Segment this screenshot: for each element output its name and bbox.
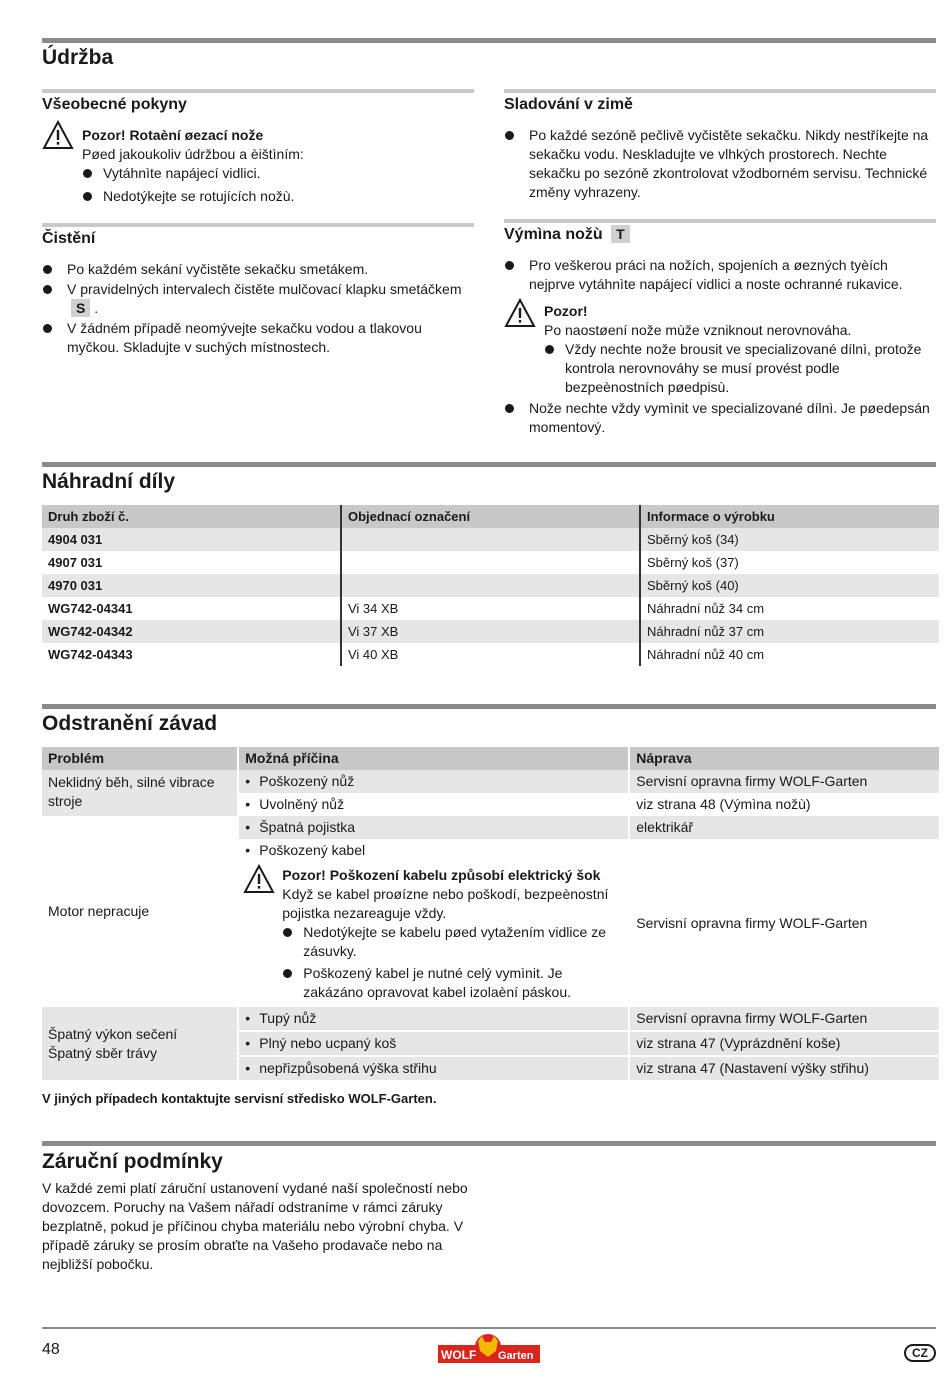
table-row xyxy=(42,597,939,620)
list-item: Nože nechte vždy vymìnit ve specializované dílnì. Je pøedepsán momentový. xyxy=(504,399,936,437)
blades-warning xyxy=(544,302,936,340)
cause-cell xyxy=(238,1031,629,1056)
remedy-cell: viz strana 47 (Nastavení výšky střihu) xyxy=(629,1056,939,1080)
section-title-troubleshooting: Odstranění závad xyxy=(42,712,218,735)
blades-bullets-bottom xyxy=(504,399,936,438)
cleaning-bullets xyxy=(42,260,472,358)
list-item: Nedotýkejte se kabelu pøed vytažením vidlice ze zásuvky. xyxy=(282,923,622,961)
cause-cell xyxy=(238,770,629,793)
table-row xyxy=(42,574,939,597)
cause-text: Plný nebo ucpaný koš xyxy=(259,1035,397,1051)
subsection-title-general: Všeobecné pokyny xyxy=(42,96,187,113)
section-rule-warranty xyxy=(42,1141,936,1146)
cable-warning-bullets xyxy=(282,923,622,1002)
general-warning-title: Pozor! Rotaèní øezací nože xyxy=(82,127,264,143)
list-item xyxy=(42,280,472,318)
logo-text-left: WOLF xyxy=(441,1348,477,1362)
column-header: Náprava xyxy=(629,747,939,770)
winter-bullets xyxy=(504,126,936,203)
table-header-row xyxy=(42,747,939,770)
cause-text: nepřizpůsobená výška střihu xyxy=(259,1060,437,1076)
general-warning xyxy=(82,126,472,164)
table-cell: 4907 031 xyxy=(42,551,341,574)
problem-cell: Neklidný běh, silné vibrace stroje xyxy=(42,770,238,816)
table-row xyxy=(42,1007,939,1031)
bullet-glyph: • xyxy=(245,819,251,835)
table-header-row xyxy=(42,505,939,528)
subsection-rule-blades xyxy=(504,219,936,223)
subsection-rule-winter xyxy=(504,89,936,93)
table-cell: Náhradní nůž 40 cm xyxy=(640,643,939,666)
remedy-cell: Servisní opravna firmy WOLF-Garten xyxy=(629,839,939,1007)
problem-cell: Motor nepracuje xyxy=(42,816,238,1007)
bullet-glyph: • xyxy=(245,1035,251,1051)
list-item: Nedotýkejte se rotujících nožù. xyxy=(82,187,472,206)
key-suffix: . xyxy=(94,300,99,316)
table-cell: 4904 031 xyxy=(42,528,341,551)
warning-triangle-icon xyxy=(243,864,275,894)
bullet-glyph: • xyxy=(245,773,251,789)
table-cell: WG742-04343 xyxy=(42,643,341,666)
blades-warning-text: Po naostøení nože mùže vzniknout nerovnováha. xyxy=(544,322,852,338)
list-item: Po každé sezóně pečlivě vyčistěte sekačku. Nikdy nestříkejte na sekačku vodu. Neskladujte ve vlhkých prostorech. Nechte sekačku po sezóně zkontrolovat vžodborném servisu. Technické změny vyhrazeny. xyxy=(504,126,936,202)
remedy-cell: viz strana 48 (Výmìna nožù) xyxy=(629,793,939,816)
page-number: 48 xyxy=(42,1341,60,1358)
table-cell: Vi 40 XB xyxy=(341,643,640,666)
section-title-spare-parts: Náhradní díly xyxy=(42,470,176,493)
table-cell: WG742-04341 xyxy=(42,597,341,620)
blades-bullets-top xyxy=(504,256,936,295)
cause-cell xyxy=(238,1007,629,1031)
table-row xyxy=(42,643,939,666)
cable-warning-title: Pozor! Poškození kabelu způsobí elektrický šok xyxy=(282,867,601,883)
general-bullets xyxy=(82,164,472,207)
column-header: Druh zboží č. xyxy=(42,505,341,528)
spare-parts-table xyxy=(42,505,939,666)
cause-text: Poškozený kabel xyxy=(259,842,366,858)
column-header: Informace o výrobku xyxy=(640,505,939,528)
cause-cell xyxy=(238,816,629,839)
cause-text: Poškozený nůž xyxy=(259,773,355,789)
table-cell: Náhradní nůž 37 cm xyxy=(640,620,939,643)
table-cell: Vi 34 XB xyxy=(341,597,640,620)
column-header: Možná příčina xyxy=(238,747,629,770)
subsection-title-cleaning: Čistění xyxy=(42,230,96,247)
section-title-udrzba: Údržba xyxy=(42,46,114,69)
list-item: Vytáhnìte napájecí vidlici. xyxy=(82,164,472,183)
blades-warning-bullets xyxy=(544,340,936,398)
table-cell: Sběrný koš (40) xyxy=(640,574,939,597)
section-rule-troubleshooting xyxy=(42,704,936,709)
key-label-s: S xyxy=(71,299,90,317)
key-label-t: T xyxy=(611,225,630,243)
list-item: Poškozený kabel je nutné celý vymìnit. Je zakázáno opravovat kabel izolaèní páskou. xyxy=(282,964,622,1002)
problem-line: Špatný výkon sečení xyxy=(48,1025,178,1042)
list-item: Pro veškerou práci na nožích, spojeních a øezných tyèích nejprve vytáhnìte napájecí vidlici a noste ochranné rukavice. xyxy=(504,256,936,294)
country-badge: CZ xyxy=(904,1344,936,1362)
table-cell: Sběrný koš (37) xyxy=(640,551,939,574)
list-item: V žádném případě neomývejte sekačku vodou a tlakovou myčkou. Skladujte v suchých místnostech. xyxy=(42,319,472,357)
section-title-warranty: Záruční podmínky xyxy=(42,1150,223,1173)
remedy-cell: elektrikář xyxy=(629,816,939,839)
remedy-cell: Servisní opravna firmy WOLF-Garten xyxy=(629,1007,939,1031)
table-cell: Sběrný koš (34) xyxy=(640,528,939,551)
problem-line: Špatný sběr trávy xyxy=(48,1044,157,1061)
warning-triangle-icon xyxy=(504,298,536,328)
warranty-text: V každé zemi platí záruční ustanovení vydané naší společností nebo dovozcem. Poruchy na Vašem nářadí odstraníme v rámci záruky bezplatně, pokud je příčinou chyba materiálu nebo výrobní chyba. V případě záruky se prosím obraťte na Vašeho prodavače nebo na nejbližší pobočku. xyxy=(42,1180,468,1272)
column-header: Problém xyxy=(42,747,238,770)
cause-cell xyxy=(238,839,629,862)
column-header: Objednací označení xyxy=(341,505,640,528)
blades-title-text: Výmìna nožù xyxy=(504,226,603,243)
subsection-rule-general xyxy=(42,89,474,93)
list-item: Vždy nechte nože brousit ve specializované dílnì, protože kontrola nerovnováhy se musí provést podle bezpeènostních pøedpisù. xyxy=(544,340,936,397)
table-row xyxy=(42,620,939,643)
list-item: Po každém sekání vyčistěte sekačku smetákem. xyxy=(42,260,472,279)
subsection-title-blades xyxy=(504,225,630,245)
table-cell xyxy=(341,528,640,551)
remedy-cell: Servisní opravna firmy WOLF-Garten xyxy=(629,770,939,793)
table-cell xyxy=(341,574,640,597)
bullet-glyph: • xyxy=(245,1060,251,1076)
table-cell xyxy=(341,551,640,574)
cause-cell xyxy=(238,1056,629,1080)
cause-cell xyxy=(238,793,629,816)
warning-triangle-icon xyxy=(42,120,74,150)
section-rule-spare-parts xyxy=(42,462,936,467)
table-row xyxy=(42,528,939,551)
problem-cell xyxy=(42,1007,238,1080)
bullet-glyph: • xyxy=(245,842,251,858)
cause-text: Tupý nůž xyxy=(259,1010,317,1026)
table-cell: 4970 031 xyxy=(42,574,341,597)
cable-warning-cell xyxy=(238,862,629,1007)
remedy-cell: viz strana 47 (Vyprázdnění koše) xyxy=(629,1031,939,1056)
cause-text: Špatná pojistka xyxy=(259,819,355,835)
wolf-garten-logo xyxy=(438,1333,540,1363)
bullet-glyph: • xyxy=(245,796,251,812)
troubleshooting-table xyxy=(42,747,939,1080)
table-row xyxy=(42,770,939,793)
blades-warning-title: Pozor! xyxy=(544,303,588,319)
section-rule-udrzba xyxy=(42,38,936,43)
table-row xyxy=(42,816,939,839)
footer-rule xyxy=(42,1327,936,1329)
bullet-glyph: • xyxy=(245,1010,251,1026)
troubleshooting-note: V jiných případech kontaktujte servisní středisko WOLF-Garten. xyxy=(42,1091,437,1106)
subsection-title-winter: Sladování v zimě xyxy=(504,96,633,113)
cable-warning-text: Když se kabel proøízne nebo poškodí, bezpeènostní pojistka nezareaguje vždy. xyxy=(282,886,609,921)
cause-text: Uvolněný nůž xyxy=(259,796,345,812)
logo-text-right: Garten xyxy=(498,1350,534,1362)
general-warning-text: Pøed jakoukoliv údržbou a èištìním: xyxy=(82,146,304,162)
table-cell: Náhradní nůž 34 cm xyxy=(640,597,939,620)
table-cell: WG742-04342 xyxy=(42,620,341,643)
list-item-text: V pravidelných intervalech čistěte mulčovací klapku smetáčkem xyxy=(67,281,462,297)
subsection-rule-cleaning xyxy=(42,223,474,227)
table-cell: Vi 37 XB xyxy=(341,620,640,643)
table-row xyxy=(42,551,939,574)
